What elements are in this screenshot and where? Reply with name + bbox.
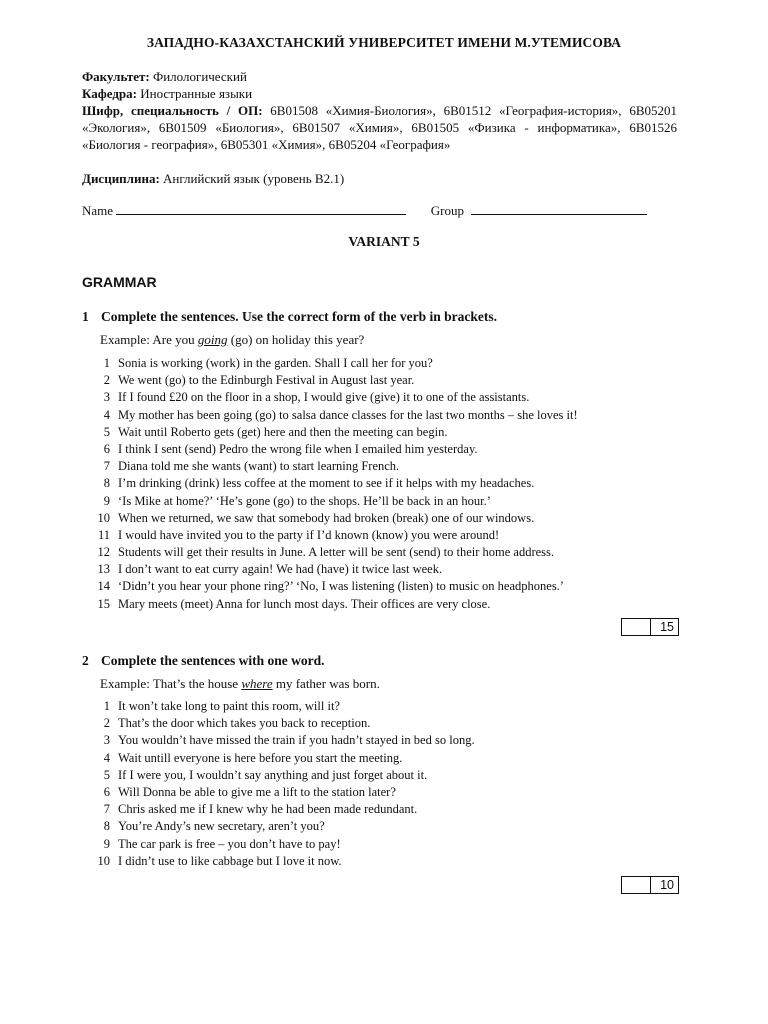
- item-text: When we returned, we saw that somebody had broken (break) one of our windows.: [118, 510, 535, 525]
- item-number: 7: [103, 459, 110, 474]
- task2-example-before: That’s the house: [152, 676, 242, 691]
- item-text: My mother has been going (go) to salsa dance classes for the last two months – she loves it!: [118, 407, 578, 422]
- discipline-label: Дисциплина:: [82, 171, 160, 186]
- item-text: ‘Didn’t you hear your phone ring?’ ‘No, I was listening (listen) to music on headphones.’: [118, 579, 564, 594]
- cipher-value: 6В01508 «Химия-Биология», 6В01512 «География-история», 6В05201 «Экология», 6В01509 «Биология», 6В01507 «Химия», 6В01505 «Физика - информатика», 6В01526 «Биология - география», 6В05301 «Химия», 6В05204 «География»: [82, 103, 677, 152]
- item-number: 12: [97, 545, 110, 560]
- task1-list: [92, 355, 692, 613]
- department-value: Иностранные языки: [136, 86, 253, 101]
- list-item: [92, 732, 692, 749]
- task1-example-before: Are you: [152, 332, 198, 347]
- list-item: [92, 355, 692, 372]
- item-number: 6: [103, 784, 110, 799]
- department-line: [82, 85, 677, 102]
- item-number: 11: [97, 527, 110, 542]
- faculty-value: Филологический: [149, 69, 247, 84]
- item-text: It won’t take long to paint this room, will it?: [118, 699, 340, 713]
- item-text: I’m drinking (drink) less coffee at the moment to see if it helps with my headaches.: [118, 476, 535, 491]
- list-item: [92, 801, 692, 818]
- item-text: Mary meets (meet) Anna for lunch most days. Their offices are very close.: [118, 596, 491, 611]
- list-item: [92, 853, 692, 870]
- group-label: Group: [430, 203, 465, 218]
- item-number: 4: [103, 407, 110, 422]
- list-item: [92, 372, 692, 389]
- task1-example-label: Example:: [100, 332, 150, 347]
- task1-number: 1: [82, 309, 89, 324]
- list-item: [92, 458, 692, 475]
- task1-heading: [82, 309, 497, 325]
- task2-list: [92, 698, 692, 870]
- item-number: 9: [103, 493, 110, 508]
- item-number: 4: [103, 750, 110, 765]
- task2-example-after: my father was born.: [272, 676, 380, 691]
- task1-example-after: (go) on holiday this year?: [227, 332, 365, 347]
- section-title: GRAMMAR: [82, 274, 157, 290]
- item-number: 8: [103, 819, 110, 834]
- item-number: 5: [103, 767, 110, 782]
- cipher-label: Шифр, специальность / ОП:: [82, 103, 263, 118]
- item-text: You wouldn’t have missed the train if you hadn’t stayed in bed so long.: [118, 733, 475, 748]
- name-blank[interactable]: [116, 202, 406, 215]
- task1-instruction: Complete the sentences. Use the correct form of the verb in brackets.: [101, 309, 498, 324]
- item-text: We went (go) to the Edinburgh Festival in August last year.: [118, 373, 415, 388]
- list-item: [92, 836, 692, 853]
- item-text: Will Donna be able to give me a lift to the station later?: [118, 784, 396, 799]
- item-number: 1: [103, 356, 110, 370]
- task1-score-box: [621, 618, 679, 636]
- list-item: [92, 544, 692, 561]
- list-item: [92, 527, 692, 544]
- list-item: [92, 424, 692, 441]
- faculty-line: [82, 68, 677, 85]
- item-text: Wait until Roberto gets (get) here and then the meeting can begin.: [118, 424, 448, 439]
- name-label: Name: [82, 203, 114, 218]
- list-item: [92, 698, 692, 715]
- task2-score-box: [621, 876, 679, 894]
- list-item: [92, 578, 692, 595]
- list-item: [92, 784, 692, 801]
- list-item: [92, 441, 692, 458]
- cipher-line: [82, 102, 677, 153]
- item-text: Wait untill everyone is here before you start the meeting.: [118, 750, 403, 765]
- item-text: I don’t want to eat curry again! We had (have) it twice last week.: [118, 562, 443, 577]
- item-text: If I found £20 on the floor in a shop, I would give (give) it to one of the assistants.: [118, 390, 530, 405]
- item-number: 3: [103, 733, 110, 748]
- list-item: [92, 475, 692, 492]
- item-text: The car park is free – you don’t have to pay!: [118, 836, 341, 851]
- item-number: 10: [97, 853, 110, 868]
- item-text: Sonia is working (work) in the garden. Shall I call her for you?: [118, 356, 433, 370]
- faculty-label: Факультет:: [82, 69, 150, 84]
- task2-heading: [82, 653, 324, 669]
- task2-score-value: 10: [660, 878, 674, 892]
- department-label: Кафедра:: [82, 86, 137, 101]
- task1-example: [100, 332, 364, 348]
- list-item: [92, 561, 692, 578]
- item-text: Diana told me she wants (want) to start learning French.: [118, 459, 400, 474]
- item-text: That’s the door which takes you back to reception.: [118, 716, 371, 731]
- item-number: 15: [97, 596, 110, 611]
- item-number: 13: [97, 562, 110, 577]
- task2-number: 2: [82, 653, 89, 668]
- item-text: I think I sent (send) Pedro the wrong file when I emailed him yesterday.: [118, 441, 478, 456]
- task2-instruction: Complete the sentences with one word.: [101, 653, 325, 668]
- group-blank[interactable]: [471, 202, 647, 215]
- task2-example-answer: where: [241, 676, 273, 691]
- item-text: You’re Andy’s new secretary, aren’t you?: [118, 819, 325, 834]
- item-number: 5: [103, 424, 110, 439]
- item-text: I would have invited you to the party if I’d known (know) you were around!: [118, 527, 500, 542]
- discipline-line: [82, 170, 677, 187]
- list-item: [92, 818, 692, 835]
- list-item: [92, 715, 692, 732]
- item-number: 6: [103, 441, 110, 456]
- name-group-row: [82, 202, 682, 219]
- item-number: 1: [103, 699, 110, 713]
- university-title: ЗАПАДНО-КАЗАХСТАНСКИЙ УНИВЕРСИТЕТ ИМЕНИ М.УТЕМИСОВА: [146, 35, 622, 50]
- task1-score-value: 15: [660, 620, 674, 634]
- list-item: [92, 510, 692, 527]
- discipline-value: Английский язык (уровень В2.1): [159, 171, 345, 186]
- list-item: [92, 389, 692, 406]
- list-item: [92, 596, 692, 613]
- task2-example: [100, 676, 380, 692]
- task2-example-label: Example:: [100, 676, 150, 691]
- item-number: 2: [103, 373, 110, 388]
- task1-score-blank[interactable]: [622, 619, 651, 635]
- variant-title: VARIANT 5: [348, 234, 420, 249]
- item-number: 10: [97, 510, 110, 525]
- item-number: 3: [103, 390, 110, 405]
- list-item: [92, 750, 692, 767]
- task1-example-answer: going: [197, 332, 228, 347]
- list-item: [92, 407, 692, 424]
- item-number: 14: [97, 579, 110, 594]
- item-text: I didn’t use to like cabbage but I love it now.: [118, 853, 342, 868]
- list-item: [92, 767, 692, 784]
- item-number: 8: [103, 476, 110, 491]
- item-text: Chris asked me if I knew why he had been made redundant.: [118, 802, 418, 817]
- item-number: 9: [103, 836, 110, 851]
- list-item: [92, 493, 692, 510]
- item-number: 7: [103, 802, 110, 817]
- item-number: 2: [103, 716, 110, 731]
- item-text: If I were you, I wouldn’t say anything and just forget about it.: [118, 767, 428, 782]
- item-text: ‘Is Mike at home?’ ‘He’s gone (go) to the shops. He’ll be back in an hour.’: [118, 493, 491, 508]
- task2-score-blank[interactable]: [622, 877, 651, 893]
- item-text: Students will get their results in June. A letter will be sent (send) to their home address.: [118, 545, 555, 560]
